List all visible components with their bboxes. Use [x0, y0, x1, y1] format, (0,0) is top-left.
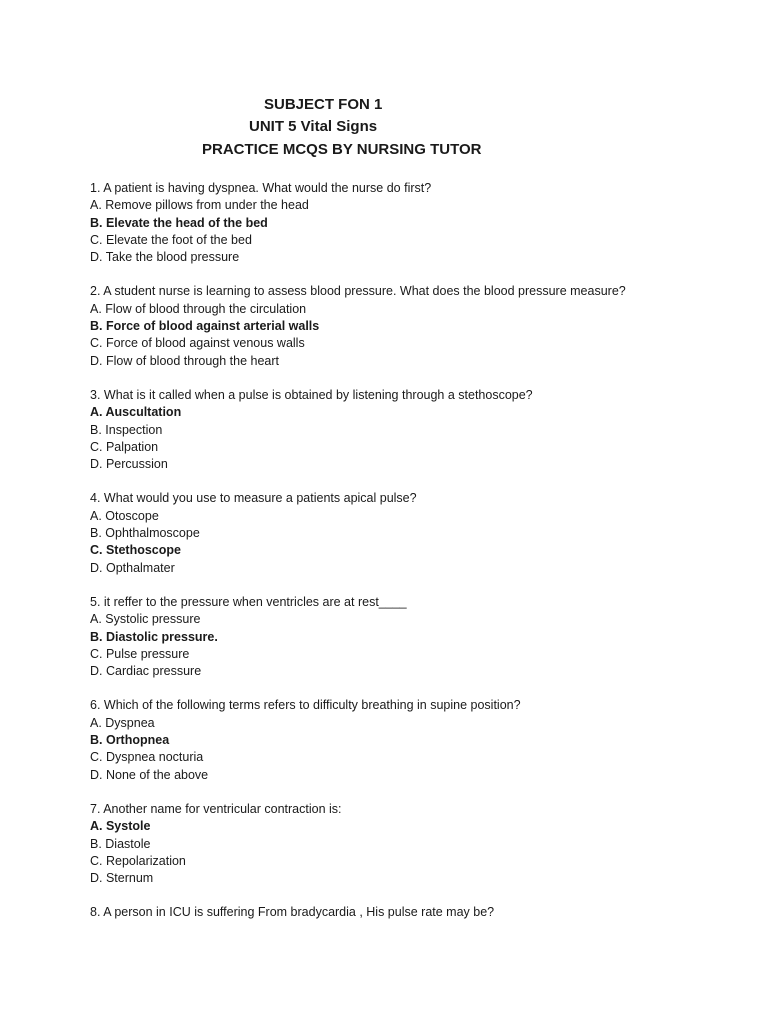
question-block [90, 697, 730, 783]
question-text: 7. Another name for ventricular contraction is: [90, 801, 342, 816]
question-block [90, 594, 730, 680]
question-block [90, 904, 730, 921]
question-text: 5. it reffer to the pressure when ventricles are at rest____ [90, 594, 407, 609]
question-block [90, 387, 730, 473]
answer-option: D. None of the above [90, 767, 209, 782]
answer-option: A. Systolic pressure [90, 612, 201, 627]
answer-option: C. Dyspnea nocturia [90, 750, 204, 765]
answer-option: D. Cardiac pressure [90, 664, 202, 679]
answer-option: C. Repolarization [90, 853, 186, 868]
question-block [90, 490, 730, 576]
answer-option-correct: A. Auscultation [90, 405, 182, 420]
answer-option: B. Ophthalmoscope [90, 526, 200, 541]
answer-option-correct: B. Orthopnea [90, 733, 170, 748]
answer-option: A. Remove pillows from under the head [90, 198, 309, 213]
answer-option: C. Elevate the foot of the bed [90, 232, 252, 247]
answer-option-correct: C. Stethoscope [90, 543, 181, 558]
question-block [90, 180, 730, 266]
answer-option: A. Otoscope [90, 508, 159, 523]
answer-option: C. Force of blood against venous walls [90, 336, 305, 351]
answer-option: D. Percussion [90, 457, 168, 472]
subject-heading: SUBJECT FON 1 [264, 96, 383, 113]
unit-heading: UNIT 5 Vital Signs [249, 118, 378, 135]
question-text: 2. A student nurse is learning to assess blood pressure. What does the blood pressure measure? [90, 284, 626, 299]
answer-option-correct: B. Force of blood against arterial walls [90, 319, 320, 334]
question-block [90, 801, 730, 887]
answer-option: C. Palpation [90, 439, 159, 454]
answer-option: B. Inspection [90, 422, 163, 437]
answer-option-correct: A. Systole [90, 819, 151, 834]
answer-option: A. Flow of blood through the circulation [90, 301, 307, 316]
answer-option-correct: B. Diastolic pressure. [90, 629, 218, 644]
question-text: 8. A person in ICU is suffering From bradycardia , His pulse rate may be? [90, 905, 495, 920]
answer-option: D. Take the blood pressure [90, 250, 240, 265]
question-text: 3. What is it called when a pulse is obtained by listening through a stethoscope? [90, 387, 533, 402]
answer-option: B. Diastole [90, 836, 151, 851]
question-text: 1. A patient is having dyspnea. What would the nurse do first? [90, 181, 432, 195]
answer-option: D. Opthalmater [90, 560, 175, 575]
answer-option-correct: B. Elevate the head of the bed [90, 215, 268, 230]
question-list [90, 180, 730, 939]
answer-option: D. Sternum [90, 871, 154, 886]
document-title: PRACTICE MCQS BY NURSING TUTOR [202, 141, 482, 158]
question-block [90, 283, 730, 369]
question-text: 6. Which of the following terms refers to difficulty breathing in supine position? [90, 698, 521, 713]
answer-option: C. Pulse pressure [90, 646, 190, 661]
answer-option: D. Flow of blood through the heart [90, 353, 280, 368]
answer-option: A. Dyspnea [90, 715, 155, 730]
question-text: 4. What would you use to measure a patients apical pulse? [90, 491, 417, 506]
